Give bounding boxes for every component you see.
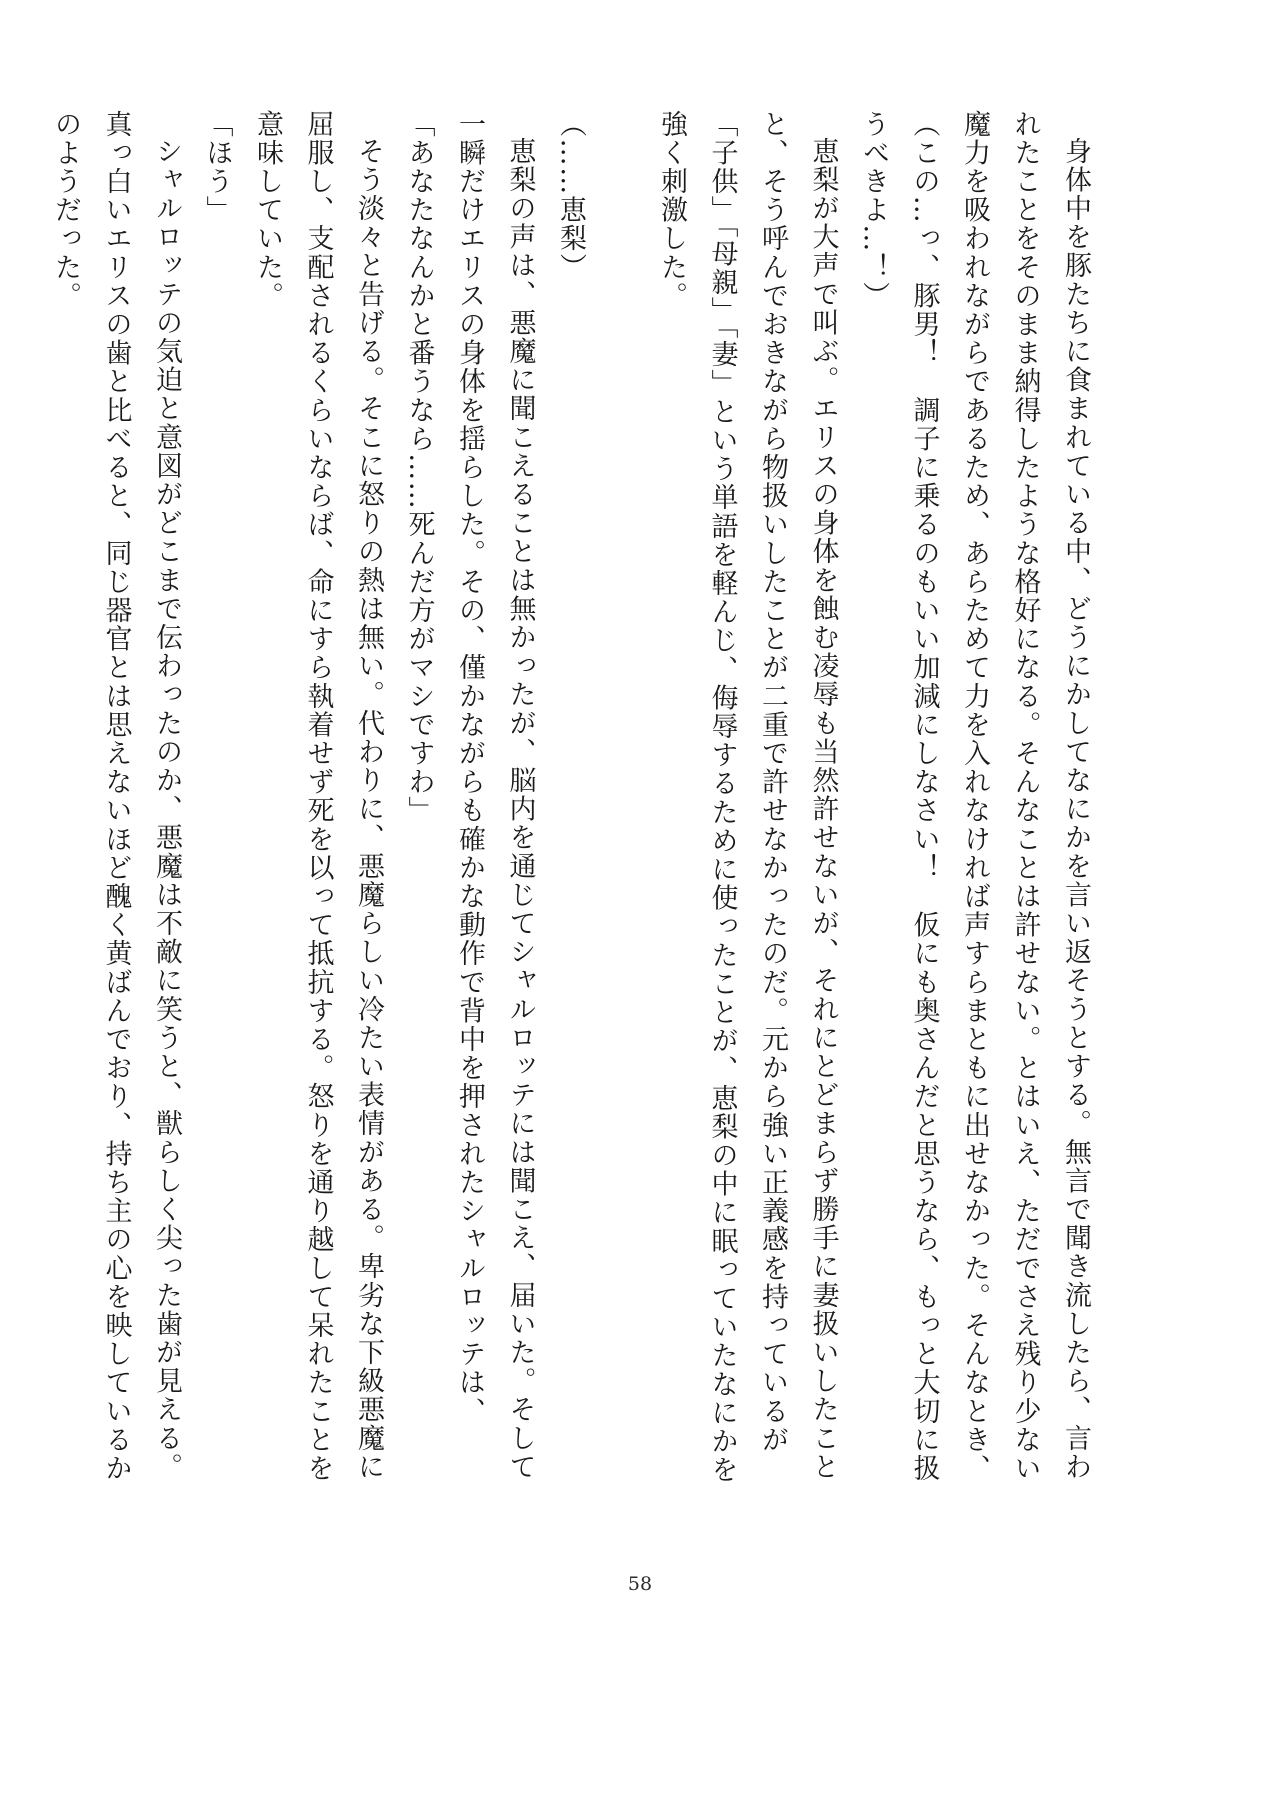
blank-line bbox=[595, 110, 646, 1500]
paragraph: 恵梨が大声で叫ぶ。エリスの身体を蝕む凌辱も当然許せないが、それにとどまらず勝手に妻扱いしたことと、そう呼んでおきながら物扱いしたことが二重で許せなかったのだ。元から強い正義感を持っているが「子供」「母親」「妻」という単語を軽んじ、侮辱するために使ったことが、恵梨の中に眠っていたなにかを強く刺激した。 bbox=[656, 110, 839, 1485]
paragraph: 身体中を豚たちに食まれている中、どうにかしてなにかを言い返そうとする。無言で聞き流したら、言われたことをそのまま納得したような格好になる。そんなことは許せない。とはいえ、ただでさえ残り少ない魔力を吸われながらであるため、あらためて力を入れなければ声すらまともに出せなかった。そんなとき、 bbox=[959, 110, 1091, 1483]
dialogue-line: （この…っ、豚男！ 調子に乗るのもいい加減にしなさい！ 仮にも奥さんだと思うなら、もっと大切に扱うべきよ…！） bbox=[858, 110, 940, 1483]
dialogue-line: 「あなたなんかと番うなら……死んだ方がマシですわ」 bbox=[403, 110, 435, 825]
page-number: 58 bbox=[627, 1573, 653, 1595]
paragraph: そう淡々と告げる。そこに怒りの熱は無い。代わりに、悪魔らしい冷たい表情がある。卑劣な下級悪魔に屈服し、支配されるくらいならば、命にすら執着せず死を以って抵抗する。怒りを通り越して呆れたことを意味していた。 bbox=[252, 110, 384, 1483]
paragraph: シャルロッテの気迫と意図がどこまで伝わったのか、悪魔は不敵に笑うと、獣らしく尖った歯が見える。真っ白いエリスの歯と比べると、同じ器官とは思えないほど醜く黄ばんでおり、持ち主の心を映しているかのようだった。 bbox=[50, 110, 182, 1483]
dialogue-line: （……恵梨） bbox=[555, 110, 586, 282]
paragraph: 恵梨の声は、悪魔に聞こえることは無かったが、脳内を通じてシャルロッテには聞こえ、届いた。そして一瞬だけエリスの身体を揺らした。その、僅かながらも確かな動作で背中を押されたシャルロッテは、 bbox=[454, 110, 536, 1482]
dialogue-line: 「ほう」 bbox=[201, 110, 233, 225]
vertical-text-body bbox=[50, 110, 1100, 1500]
